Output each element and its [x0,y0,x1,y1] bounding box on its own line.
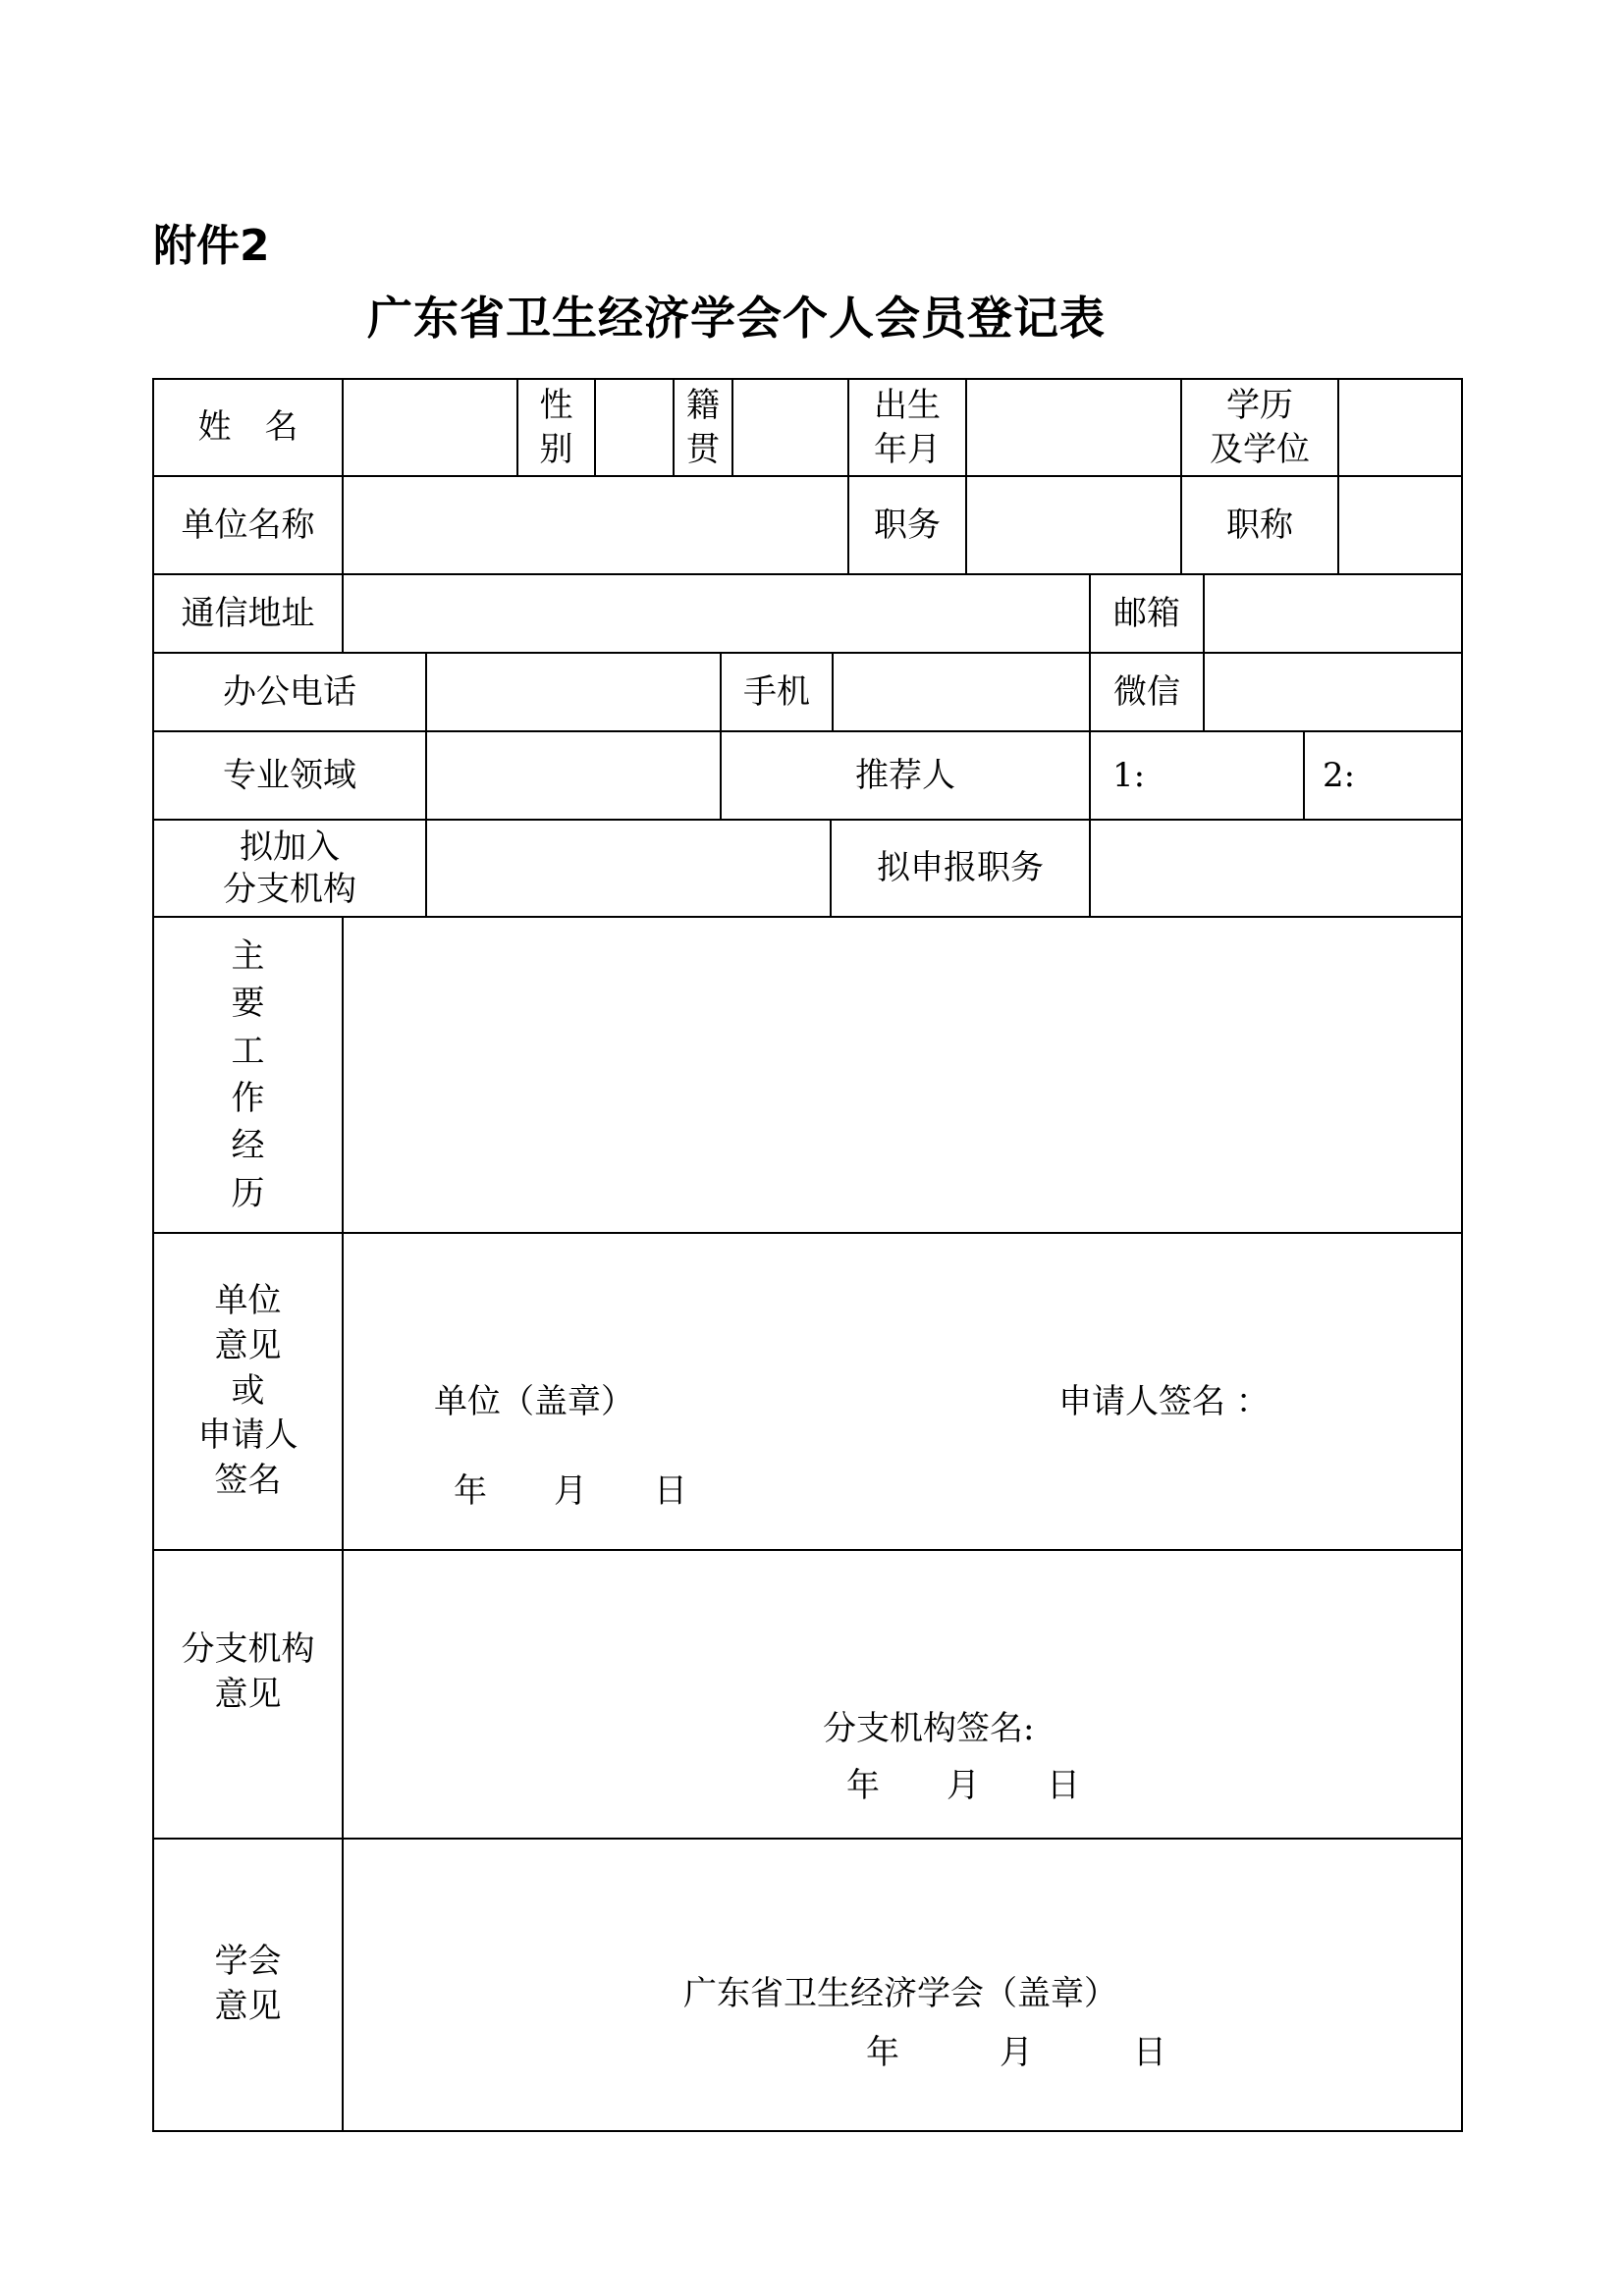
gender-label-line1: 性 [539,386,573,426]
employer-label: 单位名称 [181,505,315,545]
office-phone-label: 办公电话 [223,671,356,712]
society-stamp-label: 广东省卫生经济学会（盖章） [683,1974,1117,2013]
branch-opinion-label-cell [152,1549,344,1840]
field-field[interactable] [425,730,722,821]
work-history-char-5: 经 [231,1126,265,1166]
unit-opinion-date: 年 月 日 [454,1471,687,1511]
unit-stamp-label: 单位（盖章） [434,1382,634,1421]
mobile-field[interactable] [832,652,1091,732]
unit-opinion-label-line3: 或 [231,1370,265,1411]
intended-post-label-cell [830,819,1091,918]
branch-opinion-label-line2: 意见 [214,1674,282,1714]
native-place-label-cell [673,378,733,477]
address-label-cell [152,573,344,654]
work-history-char-1: 主 [231,936,265,977]
email-field[interactable] [1203,573,1463,654]
branch-label-line2: 分支机构 [223,869,356,909]
education-label-line1: 学历 [1226,386,1293,426]
society-opinion-date: 年 月 日 [866,2033,1166,2072]
society-opinion-label-cell [152,1838,344,2132]
branch-sign-label: 分支机构签名: [823,1709,1035,1748]
education-field[interactable] [1337,378,1463,477]
work-history-char-2: 要 [231,984,265,1024]
referee-1-field[interactable] [1089,730,1305,821]
native-place-field[interactable] [731,378,849,477]
employer-field[interactable] [342,475,849,575]
email-label: 邮箱 [1113,593,1180,633]
gender-label-cell [516,378,596,477]
education-label-cell [1180,378,1339,477]
referee-1-label: 1: [1112,755,1146,795]
unit-opinion-label-line1: 单位 [214,1280,282,1320]
position-field[interactable] [965,475,1182,575]
applicant-sign-label: 申请人签名 ： [1058,1382,1270,1421]
position-label-cell [847,475,967,575]
unit-opinion-label-line2: 意见 [214,1325,282,1365]
mobile-label: 手机 [743,671,810,712]
mobile-label-cell [720,652,834,732]
birth-label-cell [847,378,967,477]
wechat-label: 微信 [1113,671,1180,712]
work-history-char-4: 作 [231,1079,265,1118]
address-field[interactable] [342,573,1091,654]
unit-opinion-label-cell [152,1232,344,1551]
title-label-cell [1180,475,1339,575]
form-title: 广东省卫生经济学会个人会员登记表 [367,292,1106,345]
unit-opinion-label-line5: 签名 [214,1461,282,1501]
title-label: 职称 [1226,505,1293,545]
work-history-field[interactable] [342,916,1463,1234]
branch-opinion-label-line1: 分支机构 [181,1629,315,1669]
field-label: 专业领域 [223,755,356,795]
society-opinion-label-line2: 意见 [214,1987,282,2026]
gender-label-line2: 别 [539,429,573,469]
native-place-label-line2: 贯 [686,429,720,469]
education-label-line2: 及学位 [1210,429,1310,469]
name-field[interactable] [342,378,518,477]
work-history-char-3: 工 [231,1031,265,1071]
title-field[interactable] [1337,475,1463,575]
address-label: 通信地址 [181,593,315,633]
gender-field[interactable] [594,378,675,477]
wechat-field[interactable] [1203,652,1463,732]
name-label-cell [152,378,344,477]
email-label-cell [1089,573,1205,654]
referee-2-label: 2: [1323,755,1356,795]
birth-label-line2: 年月 [874,429,941,469]
unit-opinion-label-line4: 申请人 [197,1415,298,1456]
position-label: 职务 [874,505,941,545]
branch-field[interactable] [425,819,832,918]
birth-label-line1: 出生 [874,386,941,426]
office-phone-label-cell [152,652,427,732]
field-label-cell [152,730,427,821]
work-history-label-cell [152,916,344,1234]
society-opinion-label-line1: 学会 [214,1942,282,1982]
wechat-label-cell [1089,652,1205,732]
native-place-label-line1: 籍 [686,386,720,426]
name-label: 姓 名 [197,407,298,448]
branch-label-line1: 拟加入 [240,828,340,867]
birth-field[interactable] [965,378,1182,477]
intended-post-label: 拟申报职务 [877,848,1044,888]
branch-label-cell [152,819,427,918]
branch-opinion-date: 年 月 日 [846,1766,1080,1805]
referee-label-cell [720,730,1091,821]
intended-post-field[interactable] [1089,819,1463,918]
office-phone-field[interactable] [425,652,722,732]
attachment-label: 附件2 [153,221,270,271]
employer-label-cell [152,475,344,575]
referee-label: 推荐人 [855,755,955,795]
work-history-char-6: 历 [231,1173,265,1213]
referee-2-field[interactable] [1303,730,1463,821]
